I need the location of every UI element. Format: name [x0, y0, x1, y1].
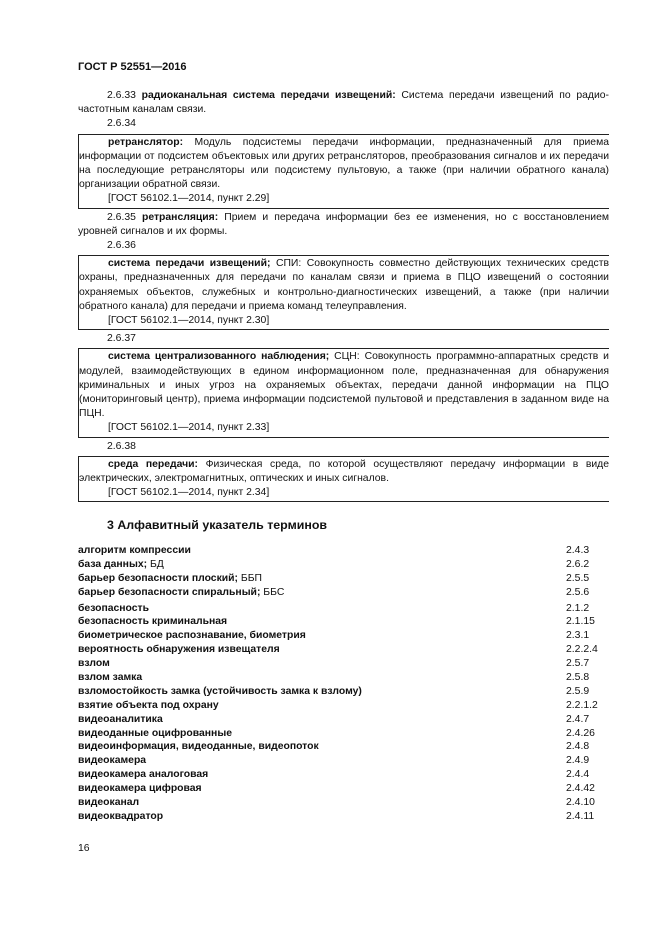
index-term-wrap — [78, 740, 319, 754]
index-term: биометрическое распознавание, биометрия — [78, 630, 306, 642]
index-row — [78, 572, 608, 586]
index-term-wrap — [78, 643, 280, 657]
index-term-wrap — [78, 629, 306, 643]
index-term-wrap — [78, 727, 232, 741]
index-code: 2.6.2 — [566, 558, 590, 570]
index-term-wrap — [78, 768, 208, 782]
index-row — [78, 768, 608, 782]
index-term: видеокамера цифровая — [78, 783, 202, 795]
index-term: взятие объекта под охрану — [78, 699, 219, 711]
index-row — [78, 657, 608, 671]
section-heading: 3 Алфавитный указатель терминов — [107, 518, 328, 532]
entry-2-6-36 — [79, 257, 609, 314]
index-code: 2.1.2 — [566, 602, 590, 614]
document-code: ГОСТ Р 52551—2016 — [78, 61, 187, 73]
entry-term: система централизованного наблюдения; — [108, 351, 330, 363]
index-row — [78, 586, 608, 600]
index-code: 2.4.11 — [566, 810, 595, 822]
index-term-wrap — [78, 572, 262, 586]
index-abbreviation: БД — [147, 558, 164, 570]
alphabetical-index — [78, 544, 608, 824]
entry-number: 2.6.33 — [107, 90, 136, 101]
index-code: 2.4.8 — [566, 741, 590, 753]
index-term: барьер безопасности спиральный; — [78, 586, 261, 598]
index-code: 2.5.6 — [566, 586, 590, 598]
index-row — [78, 699, 608, 713]
entry-box-2-6-38 — [78, 456, 609, 503]
index-code: 2.4.9 — [566, 755, 590, 767]
entry-2-6-33 — [78, 89, 609, 117]
entry-reference: [ГОСТ 56102.1—2014, пункт 2.30] — [108, 315, 270, 327]
entry-definition: Прием и передача информации без ее изменения, но с восстановлением уровней сигналов и их формы. — [78, 211, 609, 237]
entry-reference: [ГОСТ 56102.1—2014, пункт 2.33] — [108, 422, 270, 434]
index-row — [78, 629, 608, 643]
index-row — [78, 796, 608, 810]
index-term-wrap — [78, 615, 227, 629]
index-row — [78, 602, 608, 616]
index-code: 2.3.1 — [566, 630, 590, 642]
index-term-wrap — [78, 754, 146, 768]
index-term: видеокамера аналоговая — [78, 769, 209, 781]
index-term-wrap — [78, 699, 219, 713]
index-row — [78, 685, 608, 699]
index-term-wrap — [78, 602, 149, 616]
index-abbreviation: ББП — [238, 572, 263, 584]
page-number: 16 — [78, 843, 90, 854]
entry-term: радиоканальная система передачи извещений: — [141, 90, 396, 101]
index-term: видеоквадратор — [78, 810, 164, 822]
index-term-wrap — [78, 671, 142, 685]
index-row — [78, 727, 608, 741]
entry-2-6-34 — [79, 136, 609, 193]
index-term: безопасность криминальная — [78, 616, 228, 628]
index-code: 2.4.7 — [566, 713, 590, 725]
entry-box-2-6-36 — [78, 255, 609, 330]
entry-term: среда передачи: — [108, 458, 199, 470]
entry-definition: Модуль подсистемы передачи информации, предназначенный для приема информации от подсистем объектовых или других ретрансляторов, преобразования сигналов и их передачи на последующие ретрансляторы или подсистему пультовую, а также (при наличии обратного канала) организации обратной связи. — [79, 136, 609, 191]
index-term: база данных; — [78, 558, 148, 570]
index-row — [78, 713, 608, 727]
entry-definition: СПИ: Совокупность совместно действующих технических средств охраны, предназначенных для передачи по каналам связи и приема в ПЦО извещений о состоянии охраняемых объектов, служебных и контрольно-диагностических извещений, а также (при наличии обратного канала) для передачи и приема команд телеуправления. — [79, 258, 609, 312]
index-term-wrap — [78, 558, 164, 572]
entry-number: 2.6.36 — [107, 240, 136, 252]
entry-2-6-38 — [79, 458, 609, 486]
index-term: взлом — [78, 658, 110, 670]
index-code: 2.4.4 — [566, 769, 590, 781]
index-abbreviation: ББС — [260, 586, 285, 598]
index-term-wrap — [78, 810, 163, 824]
index-code: 2.5.5 — [566, 572, 590, 584]
index-code: 2.4.10 — [566, 797, 595, 809]
index-term: видеоканал — [78, 797, 140, 809]
entry-term: система передачи извещений; — [108, 258, 271, 270]
index-code: 2.1.15 — [566, 616, 595, 628]
index-code: 2.2.2.4 — [566, 644, 598, 656]
index-term-wrap — [78, 685, 362, 699]
entry-number: 2.6.38 — [107, 440, 136, 452]
entry-term: ретранслятор: — [108, 136, 184, 148]
index-term: барьер безопасности плоский; — [78, 572, 239, 584]
index-row — [78, 754, 608, 768]
index-code: 2.2.1.2 — [566, 699, 598, 711]
index-code: 2.5.7 — [566, 658, 590, 670]
entry-definition: Физическая среда, по которой осуществляют передачу информации в виде электрических, электромагнитных, оптических и иных сигналов. — [79, 458, 609, 485]
index-code: 2.4.3 — [566, 545, 590, 556]
index-term-wrap — [78, 586, 284, 600]
entry-box-2-6-34 — [78, 134, 609, 209]
index-term: видеоаналитика — [78, 713, 163, 725]
index-term-wrap — [78, 544, 191, 558]
index-code: 2.4.26 — [566, 727, 595, 739]
entry-term: ретрансляция: — [141, 211, 219, 223]
index-term: безопасность — [78, 602, 150, 614]
index-term: алгоритм компрессии — [78, 545, 191, 556]
index-row — [78, 810, 608, 824]
index-term-wrap — [78, 713, 163, 727]
index-row — [78, 782, 608, 796]
index-term-wrap — [78, 782, 202, 796]
index-term: видеоданные оцифрованные — [78, 727, 232, 739]
terms-section — [78, 89, 609, 504]
index-term-wrap — [78, 657, 110, 671]
entry-box-2-6-37 — [78, 348, 609, 437]
entry-definition: СЦН: Совокупность программно-аппаратных средств и модулей, взаимодействующих в едином информационном поле, предназначенная для обнаружения криминальных и иных угроз на охраняемых объектах, передачи данной информации на ПЦО (мониторинговый центр), приема информации подсистемой пультовой и представления в заданном виде на ПЦН. — [79, 351, 609, 420]
index-row — [78, 643, 608, 657]
index-term: видеокамера — [78, 755, 147, 767]
index-code: 2.5.9 — [566, 685, 590, 697]
index-code: 2.4.42 — [566, 783, 595, 795]
entry-number: 2.6.35 — [107, 211, 136, 223]
index-term: видеоинформация, видеоданные, видеопоток — [78, 741, 319, 753]
entry-2-6-35 — [78, 211, 609, 239]
index-term: вероятность обнаружения извещателя — [78, 644, 280, 656]
entry-reference: [ГОСТ 56102.1—2014, пункт 2.29] — [108, 193, 270, 205]
index-row — [78, 558, 608, 572]
index-row — [78, 740, 608, 754]
entry-number: 2.6.37 — [107, 333, 136, 345]
entry-number: 2.6.34 — [107, 118, 136, 130]
entry-definition: Система передачи извещений по радио-частотным каналам связи. — [78, 90, 609, 116]
entry-2-6-37 — [79, 350, 609, 421]
index-row — [78, 671, 608, 685]
index-row — [78, 544, 608, 558]
index-term-wrap — [78, 796, 139, 810]
index-row — [78, 615, 608, 629]
index-code: 2.5.8 — [566, 672, 590, 684]
entry-reference: [ГОСТ 56102.1—2014, пункт 2.34] — [108, 487, 270, 499]
index-term: взлом замка — [78, 672, 143, 684]
index-term: взломостойкость замка (устойчивость замка к взлому) — [78, 685, 362, 697]
